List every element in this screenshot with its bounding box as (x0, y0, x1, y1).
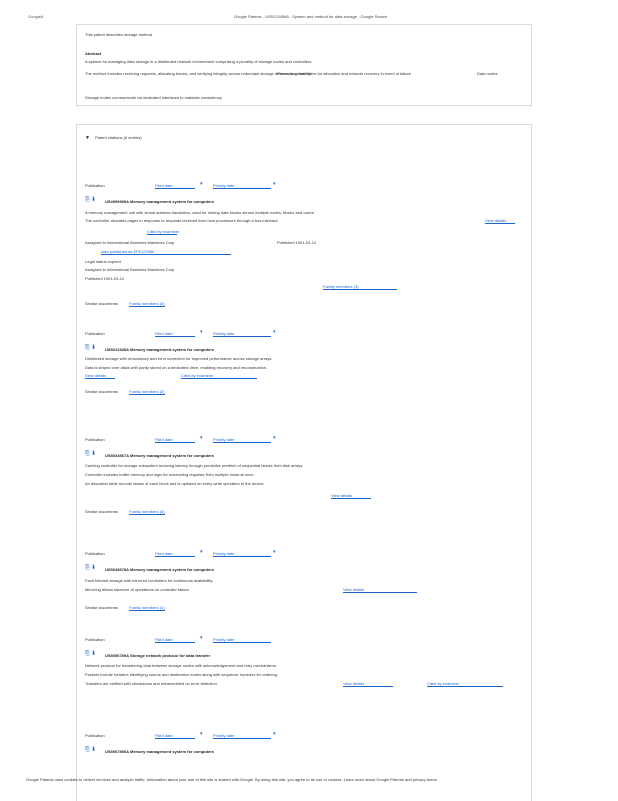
page-title-main: Google Patents - US5123456A - System and method for data storage (234, 14, 357, 19)
citation-line: An allocation table records status of each block and is updated on every write operation to the device. (85, 481, 265, 486)
pdf-icon[interactable]: ⎘ (85, 651, 90, 657)
pdf-icon[interactable]: ⎘ (85, 747, 90, 753)
citation-foot (85, 605, 225, 610)
citation-heading[interactable]: US5045678A Memory management system for computers (105, 567, 215, 572)
dropdown-icon[interactable]: ▾ (273, 549, 276, 555)
dropdown-icon[interactable]: ▾ (200, 635, 203, 641)
abstract-line: The method includes receiving requests, allocating blocks, and verifying integrity across redundant storage devices for reliability. (85, 71, 312, 76)
similar-docs-link[interactable]: Family members (2) (129, 389, 165, 394)
citation-line: Caching controller for storage subsystem reducing latency through predictive prefetch of sequential blocks from disk arrays. (85, 463, 304, 468)
row-icons (85, 451, 96, 457)
citation-line: Controller includes buffer memory and logic for scheduling requests from multiple hosts at once. (85, 472, 255, 477)
cited-by-link[interactable]: Cited by examiner (147, 229, 180, 234)
brand-label[interactable]: GoogleA (28, 14, 44, 19)
citation-foot (85, 301, 225, 306)
download-icon[interactable]: ⬇ (90, 345, 96, 351)
meta-priority[interactable]: Priority date (213, 331, 271, 337)
similar-docs-label: Similar documents (85, 509, 118, 514)
meta-publication: Publication (85, 637, 105, 642)
citation-row (77, 637, 531, 717)
citation-row (77, 437, 531, 537)
download-icon[interactable]: ⬇ (90, 747, 96, 753)
meta-priority[interactable]: Priority date (213, 637, 271, 643)
abstract-line: A system for managing data storage in a distributed network environment comprising a plurality of storage nodes and controllers. (85, 59, 313, 64)
citation-line: Distributed storage with redundancy and error correction for improved performance across storage arrays. (85, 356, 273, 361)
pdf-icon[interactable]: ⎘ (85, 345, 90, 351)
meta-filed[interactable]: Filed date (155, 551, 195, 557)
citation-heading[interactable]: US5056789A Storage network protocol for data transfer (105, 653, 211, 658)
cookie-notice: Google Patents uses cookies to deliver services and analyze traffic. Information about your use of this site is shared with Google. By using this site, you agree to its use of cookies. Learn more about Google Patents and privacy terms. (26, 777, 438, 782)
citation-line: A memory management unit with virtual address translation, used for storing data blocks across multiple nodes, blocks and cache. (85, 210, 316, 215)
meta-publication: Publication (85, 551, 105, 556)
meta-filed[interactable]: Filed date (155, 183, 195, 189)
page-title-suffix: - Google Search (358, 14, 388, 19)
citation-extra: Legal status expired (85, 259, 121, 264)
citations-panel (76, 124, 532, 801)
similar-docs-label: Similar documents (85, 301, 118, 306)
citation-foot (85, 389, 225, 394)
pdf-icon[interactable]: ⎘ (85, 197, 90, 203)
citation-foot (85, 509, 225, 514)
caret-down-icon: ▼ (85, 135, 90, 141)
citation-heading[interactable]: US4999999A Memory management system for computers (105, 199, 215, 204)
meta-priority[interactable]: Priority date (213, 733, 271, 739)
dropdown-icon[interactable]: ▾ (200, 731, 203, 737)
citation-heading[interactable]: US5034567A Memory management system for computers (105, 453, 215, 458)
citation-line: Data is striped over disks with parity stored on a dedicated drive, enabling recovery and reconstruction. (85, 365, 268, 370)
dropdown-icon[interactable]: ▾ (200, 435, 203, 441)
meta-priority[interactable]: Priority date (213, 551, 271, 557)
citation-line: Transfers are verified with checksums and retransmitted on error detection. (85, 681, 218, 686)
citation-heading[interactable]: US5067890A Memory management system for computers (105, 749, 215, 754)
download-icon[interactable]: ⬇ (90, 451, 96, 457)
meta-priority[interactable]: Priority date (213, 437, 271, 443)
meta-publication: Publication (85, 437, 105, 442)
row-icons (85, 565, 96, 571)
view-details-link[interactable]: View details (343, 681, 393, 687)
citation-line: Fault tolerant storage with mirrored controllers for continuous availability. (85, 578, 214, 583)
citation-line: Packets include headers identifying source and destination nodes along with sequence numbers for ordering. (85, 672, 279, 677)
meta-publication: Publication (85, 331, 105, 336)
download-icon[interactable]: ⬇ (90, 197, 96, 203)
dropdown-icon[interactable]: ▾ (200, 549, 203, 555)
meta-publication: Publication (85, 183, 105, 188)
citation-extra: Published 1991-03-12 (85, 276, 125, 281)
citations-toggle[interactable] (85, 135, 285, 141)
dropdown-icon[interactable]: ▾ (200, 181, 203, 187)
row-icons (85, 747, 96, 753)
dropdown-icon[interactable]: ▾ (200, 329, 203, 335)
pdf-icon[interactable]: ⎘ (85, 451, 90, 457)
meta-filed[interactable]: Filed date (155, 331, 195, 337)
abstract-line: Storage nodes communicate via dedicated interfaces to maintain consistency. (85, 95, 223, 100)
abstract-panel (76, 24, 532, 106)
dropdown-icon[interactable]: ▾ (273, 435, 276, 441)
citation-extra: Published 1991-03-12 (277, 240, 317, 245)
abstract-side: Data nodes (477, 71, 498, 76)
citations-toggle-label: Patent citations (6 entries) (95, 135, 142, 140)
cited-by-link[interactable]: Cited by examiner (427, 681, 503, 687)
cited-by-link[interactable]: Cited by examiner (181, 373, 257, 379)
abstract-intro: This patent describes storage method (85, 32, 152, 37)
citation-line: Network protocol for transferring data between storage nodes with acknowledgement and retry mechanisms. (85, 663, 277, 668)
citation-line: Mirroring allows takeover of operations on controller failure. (85, 587, 190, 592)
meta-priority[interactable]: Priority date (213, 183, 271, 189)
pdf-icon[interactable]: ⎘ (85, 565, 90, 571)
citation-heading[interactable]: US5012345A Memory management system for computers (105, 347, 215, 352)
family-link[interactable]: Family members (3) (323, 284, 397, 290)
view-details-link[interactable]: View details (343, 587, 417, 593)
similar-docs-link[interactable]: Family members (3) (129, 301, 165, 306)
dropdown-icon[interactable]: ▾ (273, 329, 276, 335)
citation-extra: Assigned to International Business Machines Corp (85, 240, 175, 245)
view-details-link[interactable]: View details (331, 493, 371, 499)
meta-filed[interactable]: Filed date (155, 733, 195, 739)
row-icons (85, 345, 96, 351)
citation-row (77, 183, 531, 313)
download-icon[interactable]: ⬇ (90, 565, 96, 571)
dropdown-icon[interactable]: ▾ (273, 181, 276, 187)
dropdown-icon[interactable]: ▾ (273, 731, 276, 737)
meta-publication: Publication (85, 733, 105, 738)
meta-filed[interactable]: Filed date (155, 637, 195, 643)
citation-line: The controller allocates pages in response to requests received from host processors through a bus interface (85, 218, 278, 223)
abstract-side: Processing controllers for allocation and network recovery in event of failure (277, 71, 412, 76)
download-icon[interactable]: ⬇ (90, 651, 96, 657)
meta-filed[interactable]: Filed date (155, 437, 195, 443)
also-published-link[interactable]: Also published as EP0123456 (101, 249, 231, 255)
citation-extra: Assigned to International Business Machines Corp (85, 267, 175, 272)
abstract-title: Abstract (85, 51, 102, 56)
view-details-link[interactable]: View details (485, 218, 515, 224)
page-title (234, 14, 534, 19)
similar-docs-label: Similar documents (85, 605, 118, 610)
citation-row (77, 551, 531, 621)
citation-row (77, 331, 531, 421)
similar-docs-link[interactable]: Family members (4) (129, 509, 165, 514)
row-icons (85, 651, 96, 657)
citation-row (77, 733, 531, 773)
view-details-link[interactable]: View details (85, 373, 115, 379)
similar-docs-link[interactable]: Family members (1) (129, 605, 165, 610)
similar-docs-label: Similar documents (85, 389, 118, 394)
